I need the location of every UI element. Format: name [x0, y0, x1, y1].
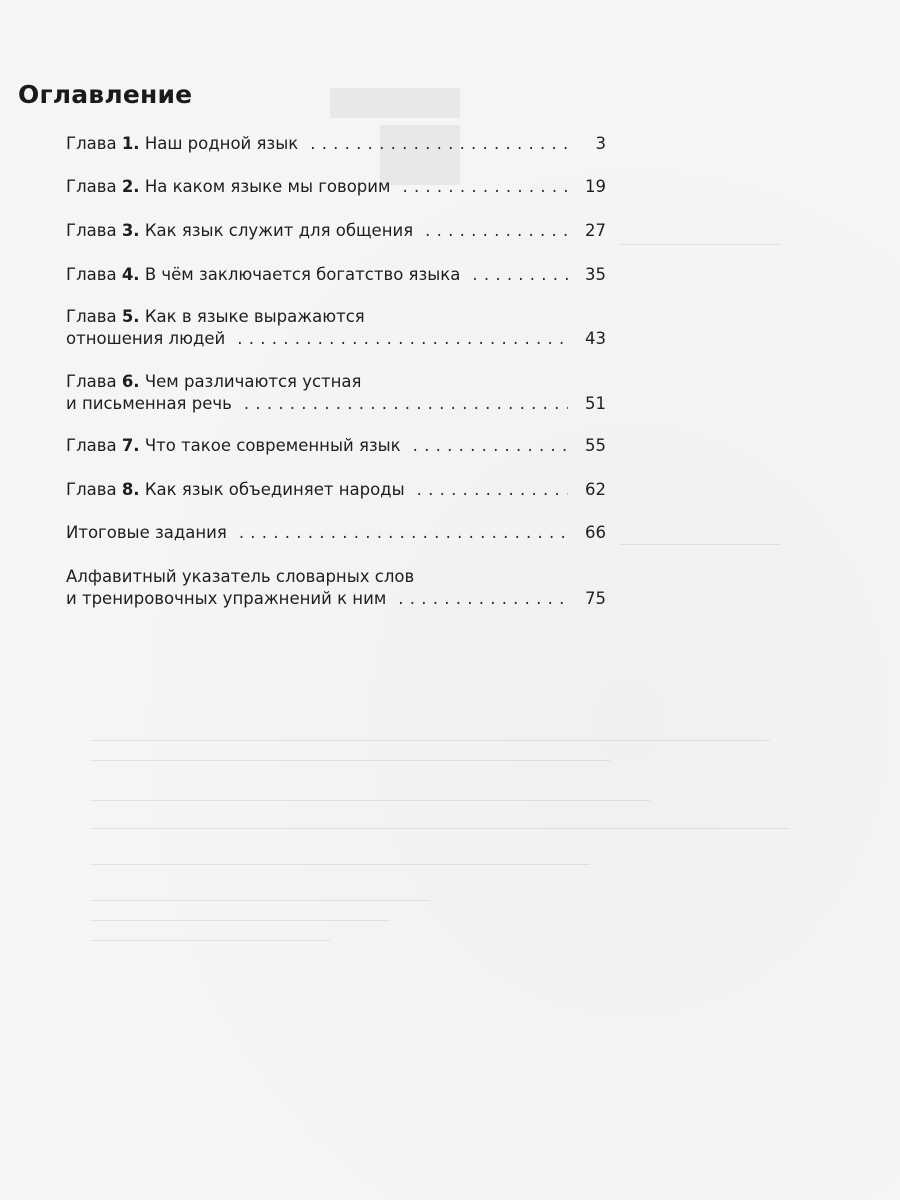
entry-title: Наш родной язык	[144, 134, 299, 153]
toc-entry[interactable]	[66, 220, 606, 242]
chapter-word: Глава	[66, 134, 117, 153]
bleed-through-line	[90, 760, 610, 761]
entry-title: и письменная речь	[66, 394, 232, 413]
toc-entry[interactable]	[66, 522, 606, 544]
page-number: 3	[595, 134, 606, 153]
bleed-through-line	[90, 740, 770, 741]
chapter-word: Глава	[66, 436, 117, 455]
dot-leader	[244, 393, 568, 415]
page-number: 75	[585, 589, 606, 608]
entry-title: Алфавитный указатель словарных слов	[66, 567, 415, 586]
entry-title: Как в языке выражаются	[144, 307, 365, 326]
toc-entry[interactable]	[66, 435, 606, 457]
dot-leader	[425, 220, 568, 242]
chapter-number: 3.	[121, 221, 140, 240]
dot-leader	[402, 176, 568, 198]
bleed-through-line	[90, 800, 650, 801]
bleed-through-mark	[330, 88, 460, 118]
toc-entry[interactable]	[66, 566, 606, 610]
bleed-through-line	[620, 544, 780, 545]
chapter-word: Глава	[66, 221, 117, 240]
bleed-through-line	[90, 900, 430, 901]
toc-entry[interactable]	[66, 133, 606, 155]
bleed-through-line	[90, 828, 790, 829]
page-number: 66	[585, 523, 606, 542]
chapter-number: 1.	[121, 134, 140, 153]
chapter-number: 8.	[121, 480, 140, 499]
toc-entry[interactable]	[66, 371, 606, 415]
chapter-number: 4.	[121, 265, 140, 284]
entry-title: В чём заключается богатство языка	[144, 265, 461, 284]
chapter-word: Глава	[66, 307, 117, 326]
page-number: 27	[585, 221, 606, 240]
dot-leader	[417, 479, 568, 501]
toc-entry[interactable]	[66, 264, 606, 286]
entry-title: Итоговые задания	[66, 523, 227, 542]
entry-title: Как язык объединяет народы	[144, 480, 405, 499]
dot-leader	[237, 328, 568, 350]
page-number: 62	[585, 480, 606, 499]
entry-title: Как язык служит для общения	[144, 221, 414, 240]
chapter-number: 5.	[121, 307, 140, 326]
chapter-number: 6.	[121, 372, 140, 391]
chapter-word: Глава	[66, 177, 117, 196]
chapter-word: Глава	[66, 480, 117, 499]
page-number: 55	[585, 436, 606, 455]
bleed-through-line	[90, 920, 390, 921]
entry-title: и тренировочных упражнений к ним	[66, 589, 387, 608]
bleed-through-line	[90, 940, 330, 941]
page-number: 35	[585, 265, 606, 284]
chapter-number: 2.	[121, 177, 140, 196]
page-number: 43	[585, 329, 606, 348]
chapter-word: Глава	[66, 265, 117, 284]
bleed-through-line	[90, 864, 590, 865]
chapter-word: Глава	[66, 372, 117, 391]
entry-title: Чем различаются устная	[144, 372, 362, 391]
dot-leader	[239, 522, 568, 544]
dot-leader	[472, 264, 568, 286]
dot-leader	[310, 133, 568, 155]
entry-title: На каком языке мы говорим	[144, 177, 391, 196]
page-number: 19	[585, 177, 606, 196]
toc-entry[interactable]	[66, 176, 606, 198]
page-title: Оглавление	[18, 80, 193, 109]
entry-title: отношения людей	[66, 329, 226, 348]
page-number: 51	[585, 394, 606, 413]
dot-leader	[413, 435, 568, 457]
toc-entry[interactable]	[66, 479, 606, 501]
toc-entry[interactable]	[66, 306, 606, 350]
dot-leader	[398, 588, 568, 610]
chapter-number: 7.	[121, 436, 140, 455]
entry-title: Что такое современный язык	[144, 436, 401, 455]
bleed-through-line	[620, 244, 780, 245]
